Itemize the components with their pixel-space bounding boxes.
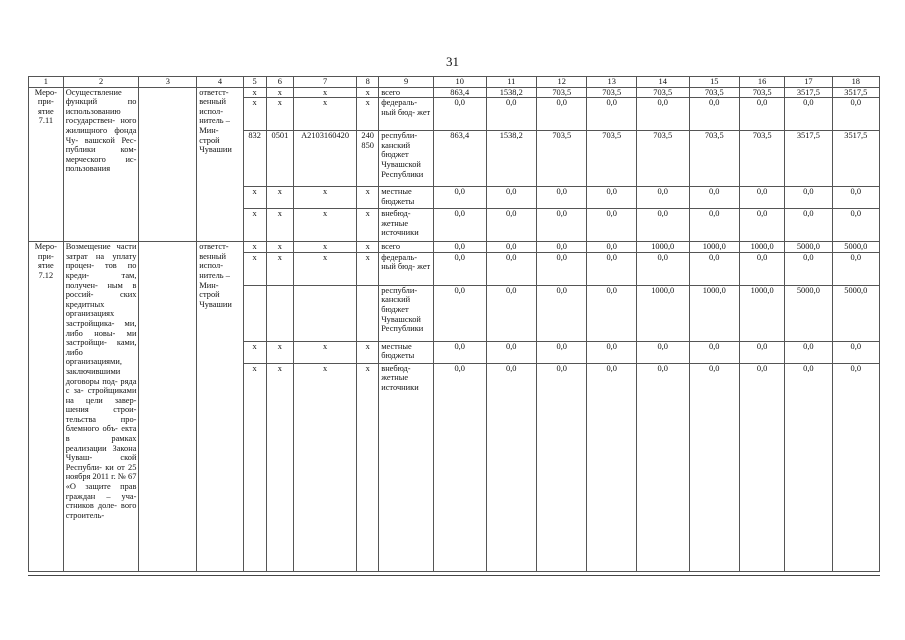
budget-code-c6 [266, 285, 293, 341]
budget-code-c8: x [357, 242, 379, 253]
amount-cell: 0,0 [740, 341, 785, 363]
amount-cell: 0,0 [537, 341, 587, 363]
amount-cell: 0,0 [785, 209, 832, 242]
amount-cell: 703,5 [689, 131, 739, 187]
amount-cell: 0,0 [689, 252, 739, 285]
amount-cell: 0,0 [587, 209, 636, 242]
amount-cell: 703,5 [587, 131, 636, 187]
budget-code-c5: x [243, 242, 266, 253]
funding-source: всего [379, 242, 434, 253]
budget-code-c7: x [294, 98, 357, 131]
budget-code-c6: x [266, 341, 293, 363]
column-number: 10 [433, 77, 486, 88]
column-number: 15 [689, 77, 739, 88]
budget-code-c5 [243, 285, 266, 341]
amount-cell: 5000,0 [785, 242, 832, 253]
amount-cell: 0,0 [587, 252, 636, 285]
amount-cell: 0,0 [587, 341, 636, 363]
budget-code-c8: x [357, 252, 379, 285]
amount-cell: 0,0 [785, 187, 832, 209]
budget-code-c6: x [266, 209, 293, 242]
amount-cell: 703,5 [537, 87, 587, 98]
amount-cell: 0,0 [740, 363, 785, 571]
budget-code-c6: x [266, 98, 293, 131]
column-number: 9 [379, 77, 434, 88]
budget-code-c8: x [357, 341, 379, 363]
budget-code-c5: x [243, 187, 266, 209]
amount-cell: 0,0 [832, 98, 879, 131]
amount-cell: 0,0 [587, 363, 636, 571]
amount-cell: 0,0 [785, 98, 832, 131]
column-number: 11 [486, 77, 536, 88]
amount-cell: 0,0 [740, 252, 785, 285]
amount-cell: 863,4 [433, 87, 486, 98]
column-number-row [29, 77, 880, 88]
budget-code-c7: x [294, 87, 357, 98]
budget-code-c7 [294, 285, 357, 341]
amount-cell: 0,0 [636, 187, 689, 209]
budget-code-c6: x [266, 87, 293, 98]
amount-cell: 703,5 [587, 87, 636, 98]
column-number: 7 [294, 77, 357, 88]
amount-cell: 1000,0 [689, 242, 739, 253]
budget-code-c5: x [243, 98, 266, 131]
budget-code-c7: x [294, 341, 357, 363]
budget-code-c8: x [357, 187, 379, 209]
amount-cell: 703,5 [636, 131, 689, 187]
funding-source: местные бюджеты [379, 341, 434, 363]
amount-cell: 0,0 [486, 209, 536, 242]
amount-cell: 0,0 [537, 209, 587, 242]
amount-cell: 0,0 [537, 187, 587, 209]
amount-cell: 0,0 [587, 285, 636, 341]
amount-cell: 0,0 [486, 242, 536, 253]
amount-cell: 703,5 [636, 87, 689, 98]
amount-cell: 0,0 [785, 252, 832, 285]
amount-cell: 863,4 [433, 131, 486, 187]
budget-code-c8: 240 850 [357, 131, 379, 187]
budget-code-c7: x [294, 209, 357, 242]
funding-source: внебюд- жетные источники [379, 363, 434, 571]
amount-cell: 5000,0 [832, 242, 879, 253]
amount-cell: 3517,5 [785, 87, 832, 98]
amount-cell: 0,0 [740, 187, 785, 209]
budget-code-c7: x [294, 187, 357, 209]
amount-cell: 0,0 [832, 341, 879, 363]
budget-code-c8: x [357, 87, 379, 98]
responsible-executor: ответст- венный испол- нитель – Мин- строй Чувашии [197, 242, 243, 572]
measure-code: Меро- при- ятие 7.12 [29, 242, 64, 572]
amount-cell: 1538,2 [486, 87, 536, 98]
budget-code-c7: x [294, 363, 357, 571]
amount-cell: 0,0 [832, 187, 879, 209]
budget-code-c8: x [357, 363, 379, 571]
amount-cell: 0,0 [636, 209, 689, 242]
amount-cell: 0,0 [689, 187, 739, 209]
amount-cell: 3517,5 [832, 87, 879, 98]
amount-cell: 0,0 [636, 341, 689, 363]
amount-cell: 0,0 [832, 209, 879, 242]
table-row [29, 242, 880, 253]
amount-cell: 0,0 [486, 98, 536, 131]
amount-cell: 0,0 [689, 341, 739, 363]
column-number: 12 [537, 77, 587, 88]
measure-description: Возмещение части затрат на уплату процен- тов по креди- там, получен- ным в россий- ских кредитных организациях застройщика- ми, либо новы- ми застройщи- ками, либо организациями, заключившими договоры под- ряда с за- стройщиками на цели завер- шения строи- тельства про- блемного объ- екта в рамках реализации Закона Чуваш- ской Республи- ки от 25 ноября 2011 г. № 67 «О защите прав граждан – уча- стников доле- вого строитель- [63, 242, 139, 572]
funding-source: республи- канский бюджет Чувашской Республики [379, 285, 434, 341]
amount-cell: 0,0 [587, 187, 636, 209]
amount-cell: 0,0 [785, 341, 832, 363]
budget-code-c5: x [243, 209, 266, 242]
amount-cell: 0,0 [832, 363, 879, 571]
amount-cell: 1000,0 [636, 285, 689, 341]
amount-cell: 5000,0 [785, 285, 832, 341]
column-number: 17 [785, 77, 832, 88]
amount-cell: 0,0 [433, 98, 486, 131]
amount-cell: 3517,5 [785, 131, 832, 187]
budget-code-c5: x [243, 87, 266, 98]
responsible-executor: ответст- венный испол- нитель – Мин- строй Чувашии [197, 87, 243, 242]
amount-cell: 3517,5 [832, 131, 879, 187]
amount-cell: 0,0 [636, 363, 689, 571]
column-number: 2 [63, 77, 139, 88]
amount-cell: 0,0 [433, 187, 486, 209]
budget-code-c6: x [266, 363, 293, 571]
amount-cell: 0,0 [740, 209, 785, 242]
amount-cell: 0,0 [433, 252, 486, 285]
amount-cell: 0,0 [689, 363, 739, 571]
amount-cell: 703,5 [689, 87, 739, 98]
amount-cell: 703,5 [740, 87, 785, 98]
column-number: 14 [636, 77, 689, 88]
amount-cell: 0,0 [433, 363, 486, 571]
amount-cell: 0,0 [486, 187, 536, 209]
funding-source: республи- канский бюджет Чувашской Республики [379, 131, 434, 187]
amount-cell: 0,0 [587, 98, 636, 131]
column-number: 5 [243, 77, 266, 88]
funding-source: всего [379, 87, 434, 98]
funding-source: федераль- ный бюд- жет [379, 98, 434, 131]
budget-code-c5: x [243, 252, 266, 285]
amount-cell: 1000,0 [636, 242, 689, 253]
amount-cell: 0,0 [537, 285, 587, 341]
amount-cell: 0,0 [486, 341, 536, 363]
budget-code-c8: x [357, 209, 379, 242]
table-bottom-rule [28, 575, 880, 576]
amount-cell: 0,0 [689, 209, 739, 242]
budget-code-c6: 0501 [266, 131, 293, 187]
budget-code-c7: x [294, 242, 357, 253]
amount-cell: 1538,2 [486, 131, 536, 187]
amount-cell: 0,0 [433, 341, 486, 363]
amount-cell: 0,0 [785, 363, 832, 571]
amount-cell: 0,0 [832, 252, 879, 285]
budget-code-c8 [357, 285, 379, 341]
budget-code-c7: А2103160420 [294, 131, 357, 187]
amount-cell: 0,0 [486, 285, 536, 341]
budget-code-c6: x [266, 252, 293, 285]
amount-cell: 0,0 [433, 242, 486, 253]
column-number: 18 [832, 77, 879, 88]
column-number: 16 [740, 77, 785, 88]
budget-code-c6: x [266, 187, 293, 209]
amount-cell: 0,0 [689, 98, 739, 131]
column-number: 8 [357, 77, 379, 88]
amount-cell: 703,5 [740, 131, 785, 187]
amount-cell: 0,0 [537, 252, 587, 285]
budget-code-c5: x [243, 363, 266, 571]
page-number: 31 [446, 54, 459, 69]
column-number: 13 [587, 77, 636, 88]
funding-source: федераль- ный бюд- жет [379, 252, 434, 285]
amount-cell: 0,0 [433, 209, 486, 242]
amount-cell: 1000,0 [740, 285, 785, 341]
col3-empty [139, 87, 197, 242]
funding-source: местные бюджеты [379, 187, 434, 209]
amount-cell: 0,0 [537, 98, 587, 131]
measure-code: Меро- при- ятие 7.11 [29, 87, 64, 242]
budget-code-c6: x [266, 242, 293, 253]
budget-code-c7: x [294, 252, 357, 285]
amount-cell: 0,0 [587, 242, 636, 253]
funding-source: внебюд- жетные источники [379, 209, 434, 242]
column-number: 6 [266, 77, 293, 88]
column-number: 4 [197, 77, 243, 88]
amount-cell: 0,0 [537, 363, 587, 571]
amount-cell: 0,0 [740, 98, 785, 131]
budget-code-c5: x [243, 341, 266, 363]
col3-empty [139, 242, 197, 572]
amount-cell: 0,0 [636, 98, 689, 131]
amount-cell: 0,0 [636, 252, 689, 285]
budget-code-c8: x [357, 98, 379, 131]
column-number: 3 [139, 77, 197, 88]
amount-cell: 0,0 [537, 242, 587, 253]
budget-table [28, 76, 880, 572]
amount-cell: 0,0 [433, 285, 486, 341]
column-number: 1 [29, 77, 64, 88]
table-row [29, 87, 880, 98]
amount-cell: 0,0 [486, 252, 536, 285]
amount-cell: 5000,0 [832, 285, 879, 341]
amount-cell: 1000,0 [689, 285, 739, 341]
amount-cell: 1000,0 [740, 242, 785, 253]
amount-cell: 0,0 [486, 363, 536, 571]
amount-cell: 703,5 [537, 131, 587, 187]
measure-description: Осуществление функций по использованию государствен- ного жилищного фонда Чу- вашской Рес- публики ком- мерческого ис- пользования [63, 87, 139, 242]
budget-code-c5: 832 [243, 131, 266, 187]
